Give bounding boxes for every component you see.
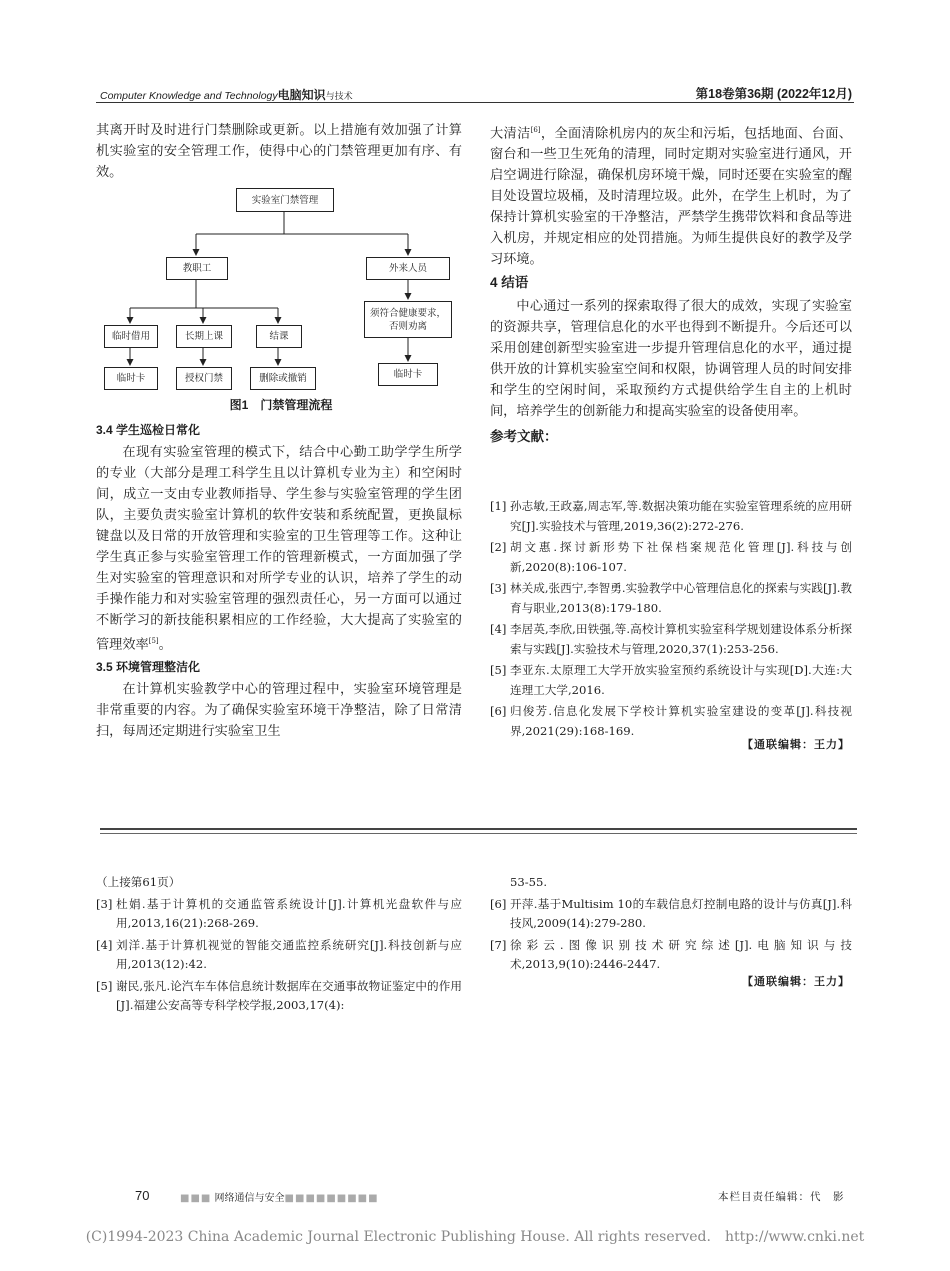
reference-item: [490, 936, 852, 975]
left-column-lower: [96, 418, 462, 742]
reference-item: [490, 497, 852, 536]
section-prefix-marks: ■■■: [180, 1193, 212, 1204]
section-name: 网络通信与安全: [214, 1193, 285, 1204]
ref-num: [6]: [490, 896, 507, 911]
reference-item: [490, 661, 852, 700]
reference-item: [490, 895, 852, 934]
node-temp-borrow: 临时借用: [104, 325, 158, 348]
section-suffix-marks: ■■■■■■■■■: [284, 1193, 379, 1204]
ref-text: 李居英,李欣,田铁强,等.高校计算机实验室科学规划建设体系分析探索与实践[J].实验技术与管理,2020,37(1):253-256.: [510, 622, 852, 656]
ref-num: [1]: [490, 499, 507, 513]
paragraph-continued: [490, 120, 852, 270]
citation: [5]: [148, 637, 159, 645]
ref-text: 林关成,张西宁,李智勇.实验教学中心管理信息化的探索与实践[J].教育与职业,2013(8):179-180.: [510, 581, 852, 615]
footer-editor: 本栏目责任编辑：代 影: [718, 1191, 845, 1203]
access-control-flowchart: [96, 186, 466, 398]
journal-name-cn: 电脑知识: [277, 88, 326, 102]
reference-item: [490, 579, 852, 618]
section-3-4-title: 3.4 学生巡检日常化: [96, 423, 201, 437]
ref-num: [5]: [96, 978, 113, 993]
ref-num: [2]: [490, 540, 507, 554]
issue-info: 第18卷第36期 (2022年12月): [695, 87, 852, 101]
ref-num: [3]: [96, 896, 113, 911]
ref-num: [5]: [490, 663, 507, 677]
continuation-left: [96, 873, 462, 1018]
footer-section: [180, 1189, 379, 1204]
article-divider-thin: [100, 833, 857, 834]
ref-num: [3]: [490, 581, 507, 595]
journal-header: [100, 86, 353, 103]
ref-text: 归俊芳.信息化发展下学校计算机实验室建设的变革[J].科技视界,2021(29):168-169.: [510, 704, 852, 738]
reference-item: [490, 538, 852, 577]
reference-item: [96, 936, 462, 975]
article-divider: [100, 828, 857, 830]
section-3-5-title: 3.5 环境管理整洁化: [96, 660, 201, 675]
node-long-term-class: 长期上课: [176, 325, 232, 348]
ref-num: [6]: [490, 704, 507, 718]
citation: [6]: [530, 126, 541, 134]
page-number: 70: [135, 1188, 150, 1203]
node-root: 实验室门禁管理: [236, 188, 334, 212]
ref-num: [4]: [96, 937, 113, 952]
ref-text: 李亚东.太原理工大学开放实验室预约系统设计与实现[D].大连:大连理工大学,2016.: [510, 663, 852, 697]
header-rule: [96, 102, 854, 103]
references-list: [490, 497, 852, 743]
reference-item: [96, 977, 462, 1016]
paragraph: 其离开时及时进行门禁删除或更新。以上措施有效加强了计算机实验室的安全管理工作，使得中心的门禁管理更加有序、有效。: [96, 123, 462, 180]
node-health-check: [364, 301, 452, 338]
journal-name-cn-small: 与技术: [325, 91, 353, 101]
ref-continued: 53-55.: [510, 875, 548, 889]
continuation-right: [490, 873, 852, 977]
section-4-title: 4 结语: [490, 275, 529, 291]
continuation-note: （上接第61页）: [96, 875, 181, 889]
ref-text: 杜娟.基于计算机的交通监管系统设计[J].计算机光盘软件与应用,2013,16(21):268-269.: [116, 896, 462, 930]
node-temp-card: 临时卡: [104, 367, 158, 390]
references-title: 参考文献：: [490, 429, 558, 445]
section-3-4-text: 在现有实验室管理的模式下，结合中心勤工助学学生所学的专业（大部分是理工科学生且以计算机专业为主）和空闲时间，成立一支由专业教师指导、学生参与实验室管理的学生团队，主要负责实验室计算机的软件安装和系统配置，更换鼠标键盘以及日常的开放管理和实验室的卫生管理等工作。这种让学生真正参与实验室管理工作的管理新模式，一方面加强了学生对实验室的管理意识和对所学专业的认识，培养了学生的动手操作能力和对实验室管理的强烈责任心，另一方面可以通过不断学习的新技能积累相应的工作经验，大大提高了实验室的管理效率: [96, 445, 462, 653]
node-delete-revoke: 删除或撤销: [250, 367, 316, 390]
continuation-editor-note: 【通联编辑：王力】: [742, 975, 850, 988]
section-3-4-end: 。: [158, 637, 172, 653]
node-visitor-temp-card: 临时卡: [378, 363, 438, 386]
right-column: [490, 120, 852, 450]
node-visitor: 外来人员: [366, 257, 450, 280]
section-3-4-body: [96, 442, 462, 655]
health-check-line1: 须符合健康要求，: [369, 307, 446, 319]
editor-note: 【通联编辑：王力】: [742, 738, 850, 751]
node-end-class: 结课: [256, 325, 302, 348]
ref-text: 谢民,张凡.论汽车车体信息统计数据库在交通事故物证鉴定中的作用[J].福建公安高等专科学校学报,2003,17(4):: [116, 978, 462, 1012]
figure-caption: 图1 门禁管理流程: [229, 398, 333, 412]
left-column-top: [96, 120, 462, 183]
ref-text: 徐彩云.图像识别技术研究综述[J].电脑知识与技术,2013,9(10):2446-2447.: [510, 937, 852, 971]
section-3-5-body: 在计算机实验教学中心的管理过程中，实验室环境管理是非常重要的内容。为了确保实验室环境干净整洁，除了日常清扫，每周还定期进行实验室卫生: [96, 682, 462, 740]
ref-text: 刘洋.基于计算机视觉的智能交通监控系统研究[J].科技创新与应用,2013(12):42.: [116, 937, 462, 971]
journal-name-en: Computer Knowledge and Technology: [100, 90, 278, 102]
para-rest: ，全面清除机房内的灰尘和污垢，包括地面、台面、窗台和一些卫生死角的清理，同时定期对实验室进行通风，开启空调进行除湿，确保机房环境干燥，同时还要在实验室的醒目处设置垃圾桶，及时清理垃圾。此外，在学生上机时，为了保持计算机实验室的干净整洁，严禁学生携带饮料和食品等进入机房，并规定相应的处罚措施。为师生提供良好的教学及学习环境。: [490, 126, 852, 268]
ref-num: [4]: [490, 622, 507, 636]
para-start: 大清洁: [490, 126, 531, 142]
ref-text: 胡文惠.探讨新形势下社保档案规范化管理[J].科技与创新,2020(8):106-107.: [510, 540, 852, 574]
ref-num: [7]: [490, 937, 507, 952]
ref-text: 孙志敏,王政嘉,周志军,等.数据决策功能在实验室管理系统的应用研究[J].实验技术与管理,2019,36(2):272-276.: [510, 499, 852, 533]
reference-item: [96, 895, 462, 934]
copyright-watermark: (C)1994-2023 China Academic Journal Electronic Publishing House. All rights reserved. http://www.cnki.net: [85, 1229, 865, 1245]
reference-item: [490, 620, 852, 659]
node-grant-access: 授权门禁: [176, 367, 232, 390]
health-check-line2: 否则劝离: [388, 320, 427, 332]
section-4-body: 中心通过一系列的探索取得了很大的成效，实现了实验室的资源共享，管理信息化的水平也得到不断提升。今后还可以采用创建创新型实验室进一步提升管理信息化的水平，通过提供开放的计算机实验室空间和权限，协调管理人员的时间安排和学生的空闲时间，采取预约方式提供给学生自主的上机时间，培养学生的创新能力和提高实验室的设备使用率。: [490, 299, 852, 420]
node-staff: 教职工: [166, 257, 228, 280]
ref-text: 开萍.基于Multisim 10的车载信息灯控制电路的设计与仿真[J].科技风,2009(14):279-280.: [510, 896, 852, 930]
